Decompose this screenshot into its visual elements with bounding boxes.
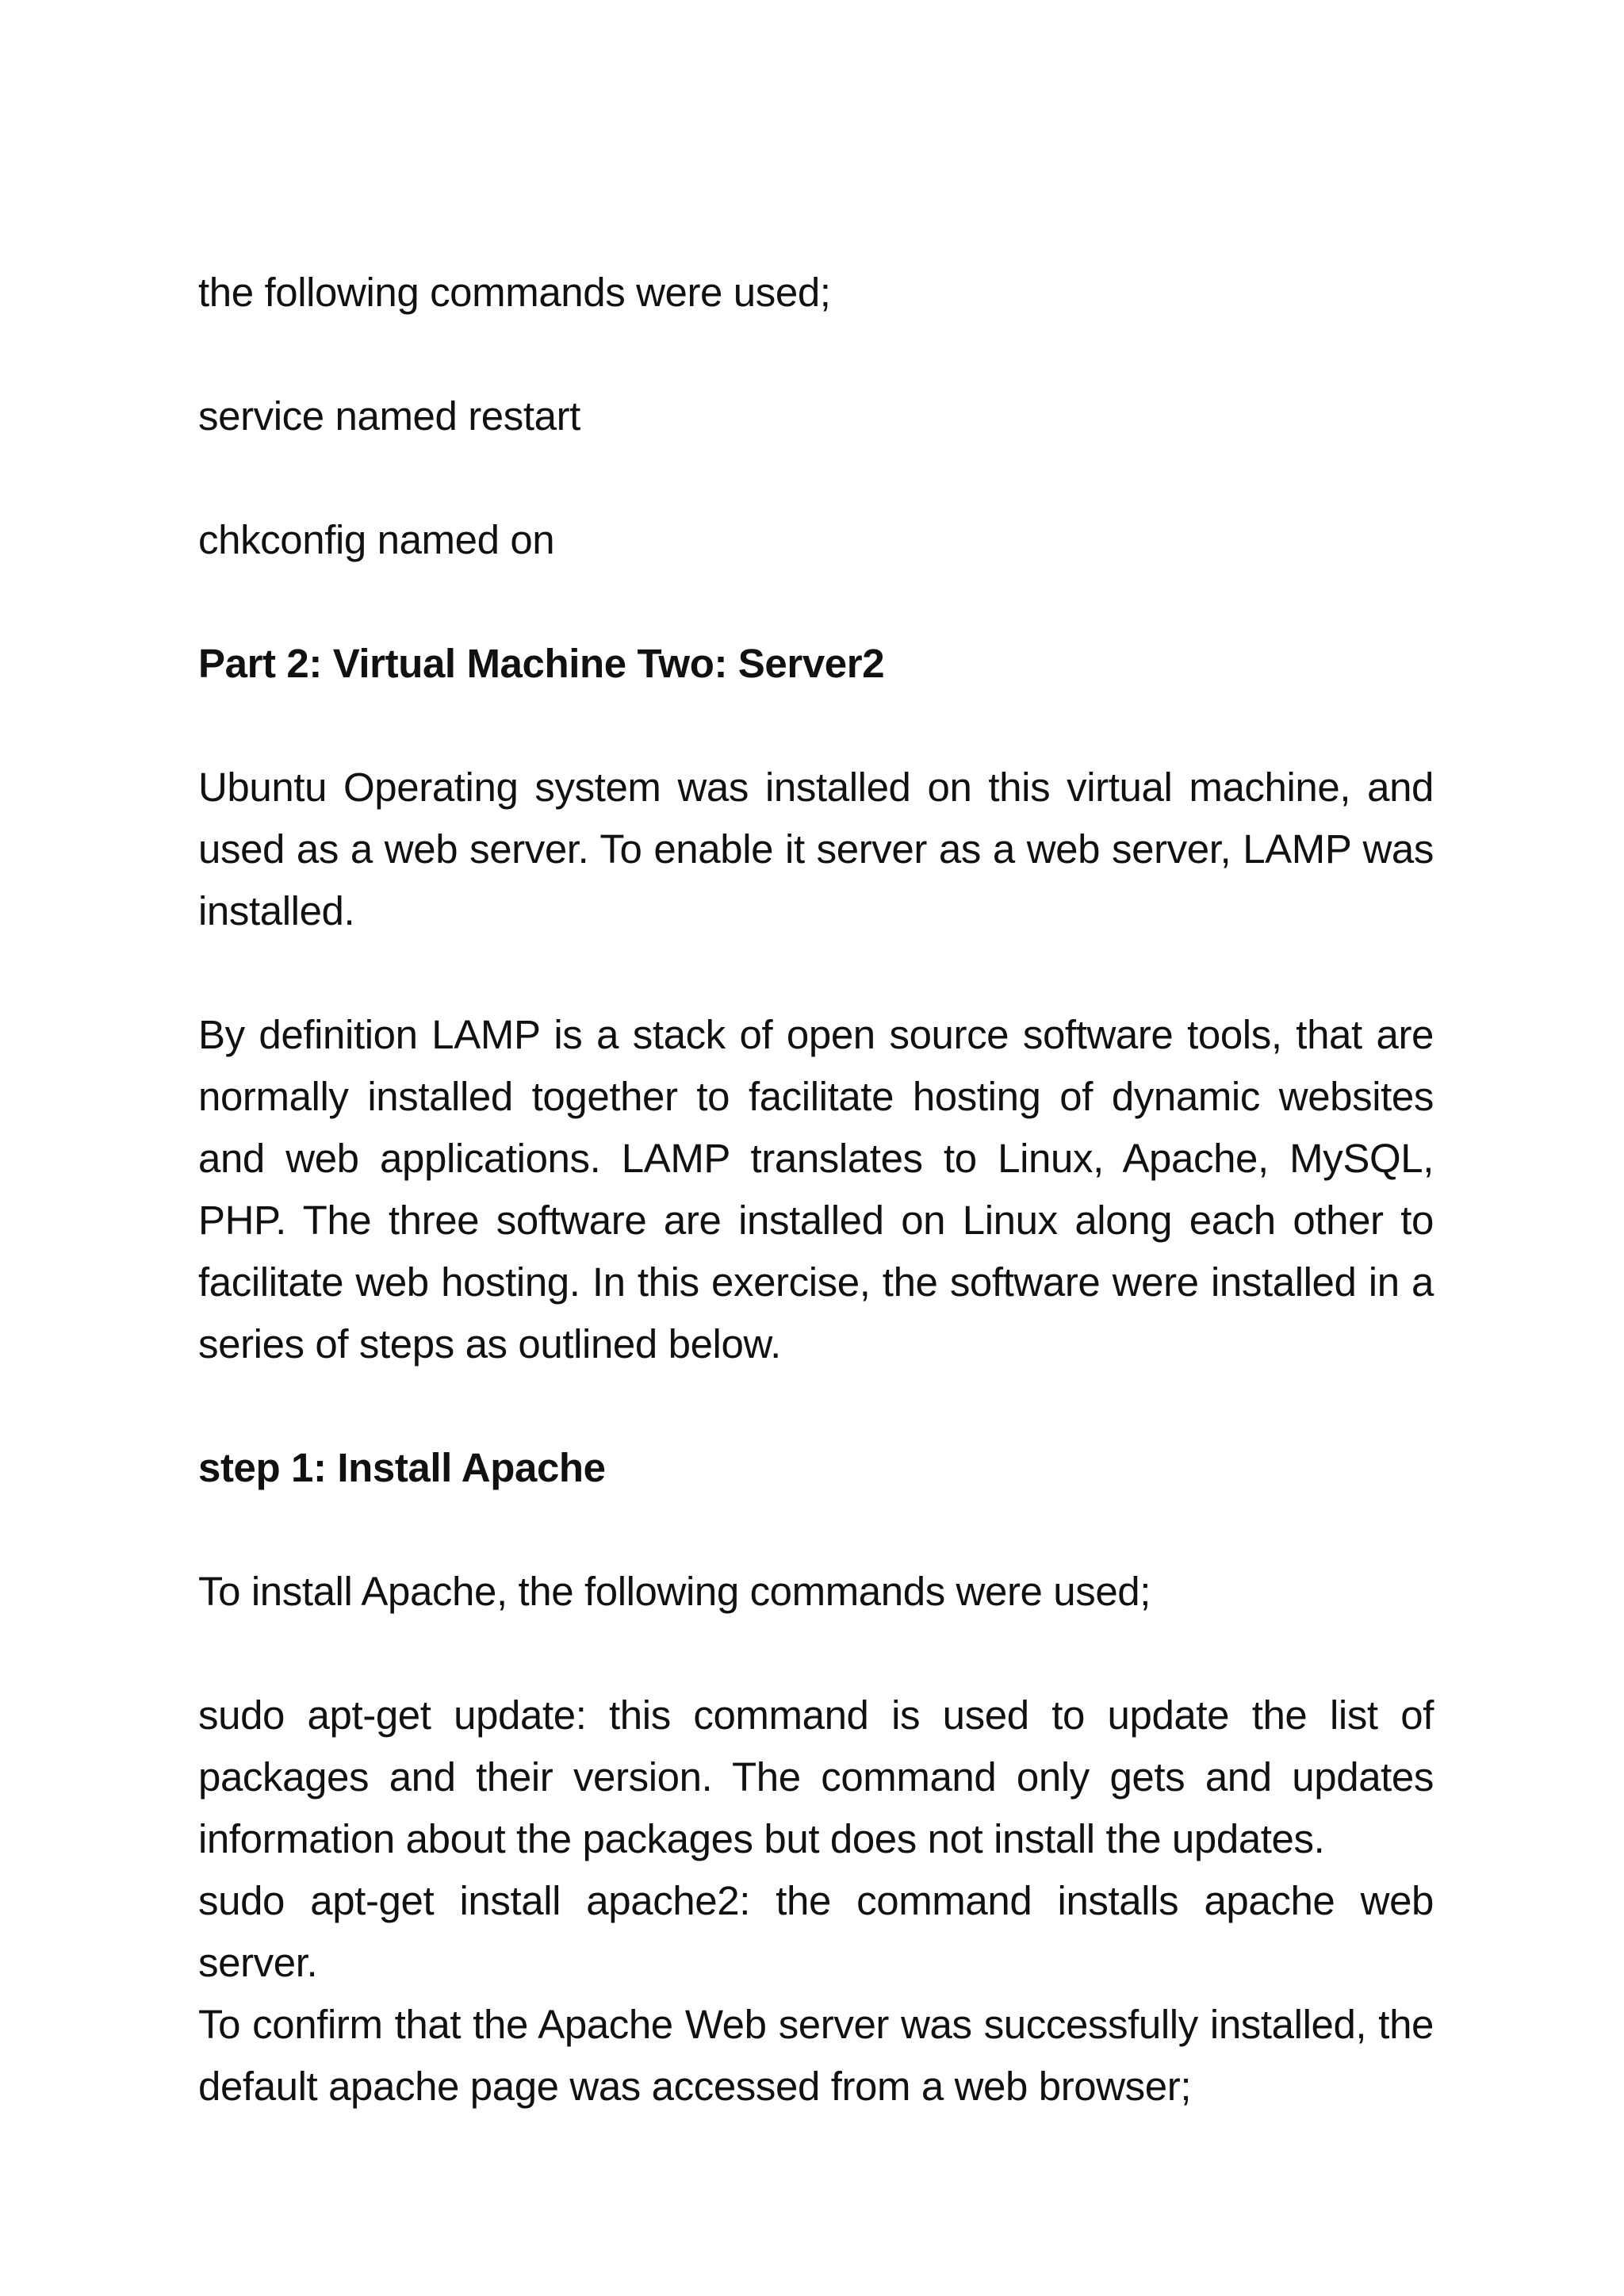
intro-line: the following commands were used; <box>198 270 831 315</box>
section-heading-part2: Part 2: Virtual Machine Two: Server2 <box>198 641 885 686</box>
command-chkconfig: chkconfig named on <box>198 517 555 562</box>
paragraph-lamp-definition: By definition LAMP is a stack of open source software tools, that are normally installed together to facilitate hosting of dynamic websites and web applications. LAMP translates to Linux, Apache, MySQL, PHP. The three software are installed on Linux along each other to facilitate web hosting. In this exercise, the software were installed in a series of steps as outlined below. <box>198 1012 1434 1366</box>
command-service-restart: service named restart <box>198 393 580 439</box>
section-heading-step1: step 1: Install Apache <box>198 1445 606 1490</box>
paragraph-install-intro: To install Apache, the following commands were used; <box>198 1569 1151 1614</box>
paragraph-apt-update: sudo apt-get update: this command is used to update the list of packages and their version. The command only gets and updates information about the packages but does not install the updates. <box>198 1692 1434 1861</box>
document-body <box>198 262 1434 2118</box>
paragraph-ubuntu: Ubuntu Operating system was installed on this virtual machine, and used as a web server. To enable it server as a web server, LAMP was installed. <box>198 765 1434 933</box>
paragraph-confirm-install: To confirm that the Apache Web server was successfully installed, the default apache page was accessed from a web browser; <box>198 2002 1434 2109</box>
paragraph-apt-install-apache: sudo apt-get install apache2: the command installs apache web server. <box>198 1878 1434 1985</box>
